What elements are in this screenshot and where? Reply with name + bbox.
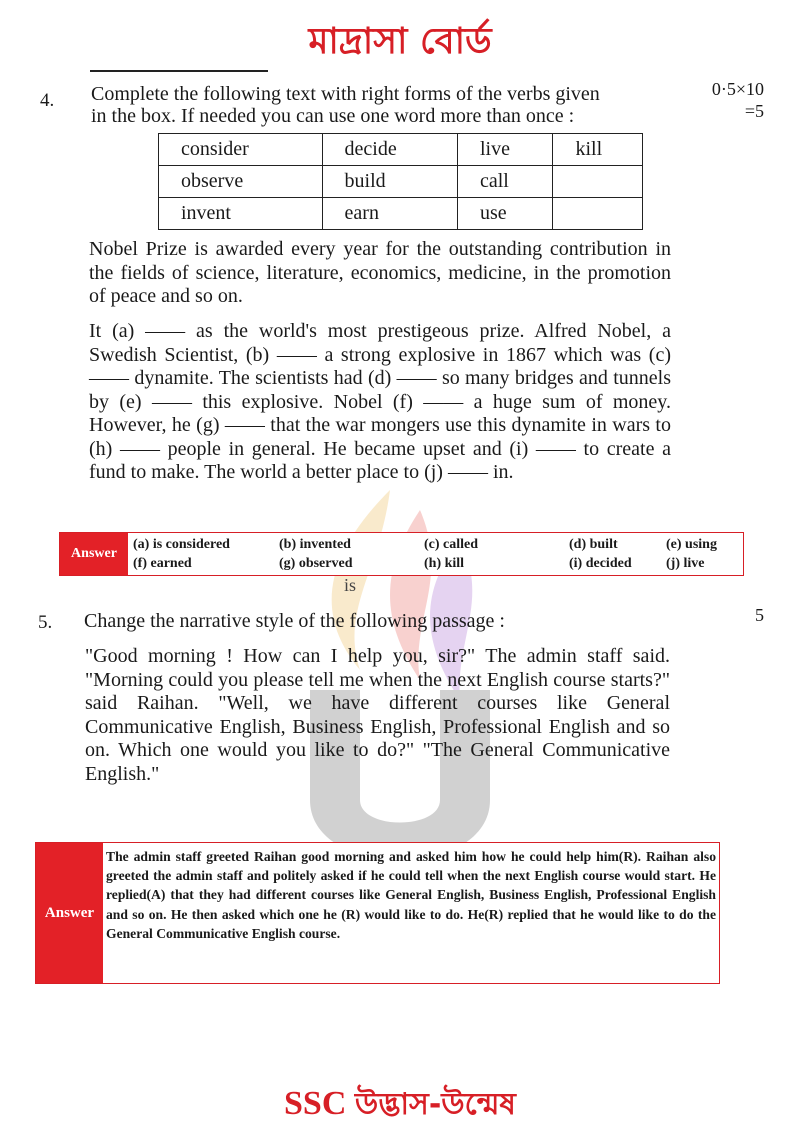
question-4-number: 4.	[40, 90, 55, 111]
answer-item: (e) using	[666, 537, 717, 552]
verb-table	[158, 133, 643, 230]
footer-brand	[0, 1080, 800, 1131]
question-4-instruction-line1: Complete the following text with right forms of the verbs given	[91, 83, 600, 105]
verb-cell: earn	[322, 198, 457, 230]
question-5-instruction: Change the narrative style of the following passage :	[84, 610, 505, 632]
answer-5-text: The admin staff greeted Raihan good morning and asked him how he could help him(R). Raihan also greeted the admin staff and politely asked if he could tell when the next English course would start. He replied(A) that they had different courses like General English, Business English, Professional English and so on. He then asked which one he (R) would like to do. He(R) replied that he would like to do the General Communicative English course.	[106, 849, 716, 941]
verb-cell: observe	[159, 166, 323, 198]
verb-table-row	[159, 198, 643, 230]
verb-cell: invent	[159, 198, 323, 230]
answer-5-box	[35, 842, 720, 984]
answer-item: (f) earned	[133, 556, 192, 571]
verb-cell	[553, 198, 643, 230]
question-4-intro: Nobel Prize is awarded every year for the outstanding contribution in the fields of science, literature, economics, medicine, in the promotion of peace and so on.	[89, 238, 671, 307]
answer-label: Answer	[60, 533, 128, 575]
verb-cell: use	[458, 198, 553, 230]
stray-mark: is	[344, 575, 357, 595]
answer-item: (c) called	[424, 537, 479, 552]
question-5-marks: 5	[755, 605, 764, 625]
verb-cell: consider	[159, 134, 323, 166]
answer-item: (j) live	[666, 556, 705, 571]
verb-cell: decide	[322, 134, 457, 166]
answer-item: (g) observed	[279, 556, 353, 571]
question-5-number: 5.	[38, 612, 53, 633]
verb-table-row	[159, 134, 643, 166]
answer-item: (h) kill	[424, 556, 465, 571]
header-rule	[90, 70, 268, 72]
answer-item: (i) decided	[569, 556, 632, 571]
answer-item: (b) invented	[279, 537, 351, 552]
marks-line1: 0·5×10	[711, 79, 764, 99]
footer-prefix: SSC	[284, 1085, 347, 1122]
page-title: মাদ্রাসা বোর্ড	[308, 21, 492, 62]
verb-cell	[553, 166, 643, 198]
verb-table-row	[159, 166, 643, 198]
question-4-marks	[712, 78, 764, 122]
answer-item: (d) built	[569, 537, 618, 552]
question-4-instruction-line2: in the box. If needed you can use one word more than once :	[91, 105, 575, 127]
answer-4-box	[59, 532, 744, 576]
marks-line2: =5	[744, 101, 764, 121]
answer-label: Answer	[36, 843, 103, 983]
footer-title: উদ্ভাস-উন্মেষ	[354, 1087, 516, 1122]
answer-item: (a) is considered	[133, 537, 230, 552]
question-4-passage: It (a) —— as the world's most prestigeous prize. Alfred Nobel, a Swedish Scientist, (b) —— a strong explosive in 1867 which was (c) —— dynamite. The scientists had (d) —— so many bridges and tunnels by (e) —— this explosive. Nobel (f) —— a huge sum of money. However, he (g) —— that the war mongers use this dynamite in wars to (h) —— people in general. He became upset and (i) —— to create a fund to make. The world a better place to (j) —— in.	[89, 320, 671, 483]
verb-cell: call	[458, 166, 553, 198]
verb-cell: live	[458, 134, 553, 166]
verb-cell: kill	[553, 134, 643, 166]
verb-cell: build	[322, 166, 457, 198]
question-5-passage: "Good morning ! How can I help you, sir?" The admin staff said. "Morning could you please tell me when the next English course starts?" said Raihan. "Well, we have different courses like General Communicative English, Business English, Professional English and so on. Which one would you like to do?" "The General Communicative English."	[85, 645, 670, 785]
